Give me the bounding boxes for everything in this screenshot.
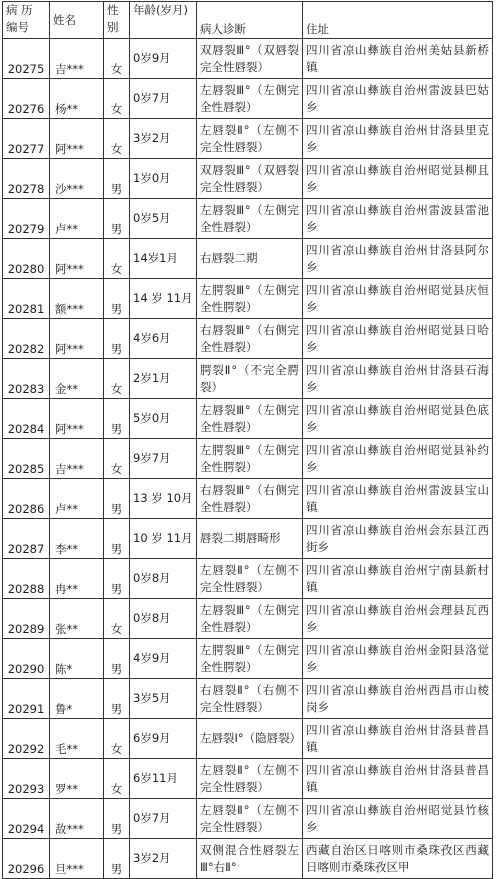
- age-cell: 6岁9月: [130, 719, 197, 759]
- table-row: [3, 79, 493, 119]
- diagnosis-cell: 左唇裂Ⅱ°（左侧不完全性唇裂）: [197, 759, 303, 799]
- table-row: [3, 599, 493, 639]
- age-cell: 14岁1月: [130, 239, 197, 279]
- diagnosis-cell: 双侧混合性唇裂左Ⅲ°右Ⅱ°: [197, 839, 303, 879]
- age-cell: 3岁2月: [130, 119, 197, 159]
- address-cell: 四川省凉山彝族自治州甘洛县石海乡: [303, 359, 493, 399]
- address-cell: 四川省凉山彝族自治州西昌市山棱岗乡: [303, 679, 493, 719]
- patient-name-cell: 毛**: [50, 719, 104, 759]
- address-cell: 四川省凉山彝族自治州金阳县洛觉乡: [303, 639, 493, 679]
- table-row: [3, 439, 493, 479]
- record-id-cell: 20282: [3, 319, 50, 359]
- sex-cell: 男: [104, 519, 130, 559]
- table-row: [3, 839, 493, 879]
- age-cell: 1岁0月: [130, 159, 197, 199]
- table-row: [3, 799, 493, 839]
- record-id-cell: 20281: [3, 279, 50, 319]
- patient-name-cell: 卢**: [50, 479, 104, 519]
- address-cell: 四川省凉山彝族自治州宁南县新村镇: [303, 559, 493, 599]
- patient-name-cell: 金**: [50, 359, 104, 399]
- table-row: [3, 639, 493, 679]
- patient-name-cell: 卢**: [50, 199, 104, 239]
- diagnosis-cell: 双唇裂Ⅲ°（双唇裂完全性唇裂）: [197, 159, 303, 199]
- sex-cell: 女: [104, 759, 130, 799]
- record-id-cell: 20276: [3, 79, 50, 119]
- patient-name-cell: 李**: [50, 519, 104, 559]
- patient-table: [2, 1, 493, 879]
- diagnosis-cell: 左唇裂Ⅲ°（左侧完全性唇裂）: [197, 199, 303, 239]
- record-id-cell: 20279: [3, 199, 50, 239]
- address-cell: 四川省凉山彝族自治州雷波县巴姑乡: [303, 79, 493, 119]
- age-cell: 0岁7月: [130, 79, 197, 119]
- age-cell: 0岁8月: [130, 559, 197, 599]
- sex-cell: 女: [104, 119, 130, 159]
- table-row: [3, 239, 493, 279]
- diagnosis-cell: 左腭裂Ⅲ°（左侧完全性腭裂）: [197, 439, 303, 479]
- record-id-cell: 20290: [3, 639, 50, 679]
- record-id-cell: 20291: [3, 679, 50, 719]
- patient-name-cell: 阿***: [50, 399, 104, 439]
- age-cell: 5岁0月: [130, 399, 197, 439]
- table-row: [3, 399, 493, 439]
- patient-name-cell: 沙***: [50, 159, 104, 199]
- record-id-cell: 20285: [3, 439, 50, 479]
- record-id-cell: 20278: [3, 159, 50, 199]
- diagnosis-cell: 左唇裂Ⅱ°（左侧不完全性唇裂）: [197, 799, 303, 839]
- table-row: [3, 39, 493, 79]
- header-name: 姓名: [50, 2, 104, 39]
- diagnosis-cell: 双唇裂Ⅲ°（双唇裂完全性唇裂）: [197, 39, 303, 79]
- patient-name-cell: 陈*: [50, 639, 104, 679]
- address-cell: 四川省凉山彝族自治州昭觉县补约乡: [303, 439, 493, 479]
- table-row: [3, 199, 493, 239]
- diagnosis-cell: 左唇裂Ⅱ°（左侧不完全性唇裂）: [197, 559, 303, 599]
- age-cell: 14 岁 11月: [130, 279, 197, 319]
- patient-name-cell: 冉**: [50, 559, 104, 599]
- sex-cell: 男: [104, 479, 130, 519]
- record-id-cell: 20293: [3, 759, 50, 799]
- age-cell: 0岁7月: [130, 799, 197, 839]
- patient-name-cell: 阿***: [50, 239, 104, 279]
- address-cell: 四川省凉山彝族自治州昭觉县庆恒乡: [303, 279, 493, 319]
- age-cell: 13 岁 10月: [130, 479, 197, 519]
- sex-cell: 男: [104, 679, 130, 719]
- patient-name-cell: 吉***: [50, 39, 104, 79]
- sex-cell: 男: [104, 159, 130, 199]
- age-cell: 10 岁 11月: [130, 519, 197, 559]
- age-cell: 0岁8月: [130, 599, 197, 639]
- age-cell: 0岁5月: [130, 199, 197, 239]
- age-cell: 3岁2月: [130, 839, 197, 879]
- table-row: [3, 319, 493, 359]
- header-diagnosis: 病人诊断: [197, 2, 303, 39]
- table-row: [3, 719, 493, 759]
- sex-cell: 男: [104, 319, 130, 359]
- header-row: [3, 2, 493, 39]
- address-cell: 四川省凉山彝族自治州甘洛县里克乡: [303, 119, 493, 159]
- record-id-cell: 20275: [3, 39, 50, 79]
- patient-name-cell: 阿***: [50, 319, 104, 359]
- sex-cell: 女: [104, 239, 130, 279]
- sex-cell: 男: [104, 799, 130, 839]
- record-id-cell: 20286: [3, 479, 50, 519]
- age-cell: 0岁9月: [130, 39, 197, 79]
- patient-name-cell: 额***: [50, 279, 104, 319]
- table-row: [3, 679, 493, 719]
- diagnosis-cell: 右唇裂Ⅲ°（右侧完全性唇裂）: [197, 479, 303, 519]
- age-cell: 2岁1月: [130, 359, 197, 399]
- table-row: [3, 279, 493, 319]
- diagnosis-cell: 唇裂二期唇畸形: [197, 519, 303, 559]
- patient-name-cell: 张**: [50, 599, 104, 639]
- age-cell: 9岁7月: [130, 439, 197, 479]
- patient-name-cell: 旦***: [50, 839, 104, 879]
- diagnosis-cell: 腭裂Ⅱ°（不完全腭裂）: [197, 359, 303, 399]
- address-cell: 四川省凉山彝族自治州会理县瓦西乡: [303, 599, 493, 639]
- diagnosis-cell: 左唇裂Ⅲ°（左侧完全性唇裂）: [197, 79, 303, 119]
- table-row: [3, 519, 493, 559]
- table-header: [3, 2, 493, 39]
- diagnosis-cell: 左唇裂Ⅱ°（左侧不完全性唇裂）: [197, 119, 303, 159]
- sex-cell: 女: [104, 359, 130, 399]
- patient-name-cell: 吉***: [50, 439, 104, 479]
- record-id-cell: 20294: [3, 799, 50, 839]
- patient-name-cell: 杨**: [50, 79, 104, 119]
- age-cell: 4岁9月: [130, 639, 197, 679]
- patient-name-cell: 鲁*: [50, 679, 104, 719]
- address-cell: 四川省凉山彝族自治州甘洛县普昌镇: [303, 759, 493, 799]
- address-cell: 四川省凉山彝族自治州雷波县宝山镇: [303, 479, 493, 519]
- address-cell: 四川省凉山彝族自治州昭觉县色底乡: [303, 399, 493, 439]
- patient-name-cell: 阿***: [50, 119, 104, 159]
- address-cell: 四川省凉山彝族自治州昭觉县日哈乡: [303, 319, 493, 359]
- sex-cell: 男: [104, 279, 130, 319]
- address-cell: 四川省凉山彝族自治州甘洛县普昌镇: [303, 719, 493, 759]
- sex-cell: 女: [104, 719, 130, 759]
- diagnosis-cell: 左唇裂Ⅰ°（隐唇裂）: [197, 719, 303, 759]
- record-id-cell: 20288: [3, 559, 50, 599]
- diagnosis-cell: 左唇裂Ⅲ°（左侧完全性唇裂）: [197, 599, 303, 639]
- sex-cell: 男: [104, 399, 130, 439]
- diagnosis-cell: 左唇裂Ⅲ°（左侧完全性唇裂）: [197, 399, 303, 439]
- sex-cell: 男: [104, 839, 130, 879]
- sex-cell: 女: [104, 439, 130, 479]
- table-row: [3, 159, 493, 199]
- table-row: [3, 759, 493, 799]
- record-id-cell: 20284: [3, 399, 50, 439]
- record-id-cell: 20287: [3, 519, 50, 559]
- record-id-cell: 20277: [3, 119, 50, 159]
- address-cell: 西藏自治区日喀则市桑珠孜区西藏日喀则市桑珠孜区甲: [303, 839, 493, 879]
- address-cell: 四川省凉山彝族自治州雷波县雷池乡: [303, 199, 493, 239]
- table-row: [3, 119, 493, 159]
- record-id-cell: 20296: [3, 839, 50, 879]
- address-cell: 四川省凉山彝族自治州昭觉县竹核乡: [303, 799, 493, 839]
- sex-cell: 男: [104, 559, 130, 599]
- sex-cell: 女: [104, 79, 130, 119]
- table-body: [3, 39, 493, 879]
- table-row: [3, 479, 493, 519]
- record-id-cell: 20280: [3, 239, 50, 279]
- header-sex: 性别: [104, 2, 130, 39]
- sex-cell: 男: [104, 199, 130, 239]
- diagnosis-cell: 右唇裂Ⅲ°（右侧完全性唇裂）: [197, 319, 303, 359]
- patient-name-cell: 敌***: [50, 799, 104, 839]
- header-record-id: 病 历 编号: [3, 2, 50, 39]
- address-cell: 四川省凉山彝族自治州甘洛县阿尔乡: [303, 239, 493, 279]
- record-id-cell: 20283: [3, 359, 50, 399]
- sex-cell: 男: [104, 639, 130, 679]
- diagnosis-cell: 右唇裂二期: [197, 239, 303, 279]
- record-id-cell: 20292: [3, 719, 50, 759]
- diagnosis-cell: 左腭裂Ⅲ°（左侧完全性腭裂）: [197, 639, 303, 679]
- patient-name-cell: 罗**: [50, 759, 104, 799]
- table-row: [3, 559, 493, 599]
- sex-cell: 女: [104, 39, 130, 79]
- address-cell: 四川省凉山彝族自治州美姑县新桥镇: [303, 39, 493, 79]
- diagnosis-cell: 左腭裂Ⅲ°（左侧完全性腭裂）: [197, 279, 303, 319]
- header-age: 年龄(岁月): [130, 2, 197, 39]
- record-id-cell: 20289: [3, 599, 50, 639]
- sex-cell: 女: [104, 599, 130, 639]
- age-cell: 6岁11月: [130, 759, 197, 799]
- age-cell: 3岁5月: [130, 679, 197, 719]
- age-cell: 4岁6月: [130, 319, 197, 359]
- header-address: 住址: [303, 2, 493, 39]
- address-cell: 四川省凉山彝族自治州昭觉县柳且乡: [303, 159, 493, 199]
- diagnosis-cell: 右唇裂Ⅱ°（右侧不完全性唇裂）: [197, 679, 303, 719]
- table-row: [3, 359, 493, 399]
- address-cell: 四川省凉山彝族自治州会东县江西街乡: [303, 519, 493, 559]
